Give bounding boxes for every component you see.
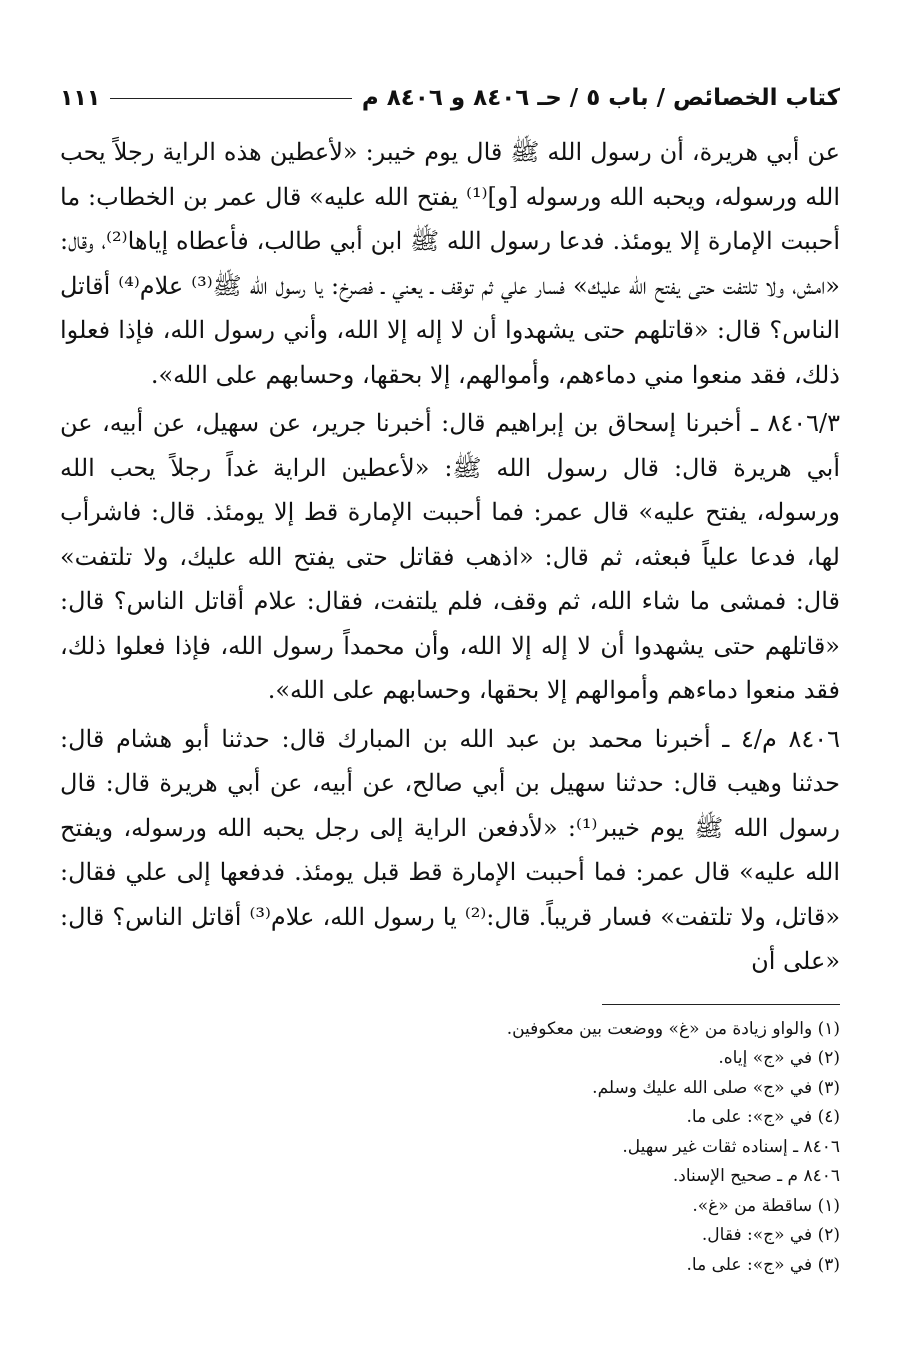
footnote-item: (٢) في «ج» إياه. — [718, 1048, 840, 1068]
footnote-item: (٣) في «ج»: على ما. — [686, 1254, 840, 1275]
footnote-item: ٨٤٠٦ ـ إسناده ثقات غير سهيل. — [622, 1136, 840, 1157]
page-number: ١١١ — [60, 85, 101, 111]
paragraph-hadith-continuation: عن أبي هريرة، أن رسول الله ﷺ قال يوم خيبر: «لأعطين هذه الراية رجلاً يحب الله ورسوله، ويحبه الله ورسوله [و]⁽¹⁾ يفتح الله عليه» قال عمر بن الخطاب: ما أحببت الإمارة إلا يومئذ. فدعا رسول الله ﷺ ابن أبي طالب، فأعطاه إياها⁽²⁾، وقال: «امش، ولا تلتفت حتى يفتح الله عليك» فسار علي ثم توقف ـ يعني ـ فصرخ: يا رسول الله ﷺ⁽³⁾ علام⁽⁴⁾ أقاتل الناس؟ قال: «قاتلهم حتى يشهدوا أن لا إله إلا الله، وأني رسول الله، فإذا فعلوا ذلك، فقد منعوا مني دماءهم، وأموالهم، إلا بحقها، وحسابهم على الله». — [60, 138, 841, 389]
footnote-item: (١) والواو زيادة من «غ» ووضعت بين معكوفين. — [506, 1018, 840, 1039]
paragraph-hadith-8406-3: ٨٤٠٦/٣ ـ أخبرنا إسحاق بن إبراهيم قال: أخبرنا جرير، عن سهيل، عن أبيه، عن أبي هريرة قال: قال رسول الله ﷺ: «لأعطين الراية غداً رجلاً يحب الله ورسوله، يفتح عليه» قال عمر: فما أحببت الإمارة قط إلا يومئذ. قال: فاشرأب لها، فدعا علياً فبعثه، ثم قال: «اذهب فقاتل حتى يفتح الله عليك، ولا تلتفت» قال: فمشى ما شاء الله، ثم وقف، فلم يلتفت، فقال: علام أقاتل الناس؟ قال: «قاتلهم حتى يشهدوا أن لا إله إلا الله، وأن محمداً رسول الله، فإذا فعلوا ذلك، فقد منعوا دماءهم وأموالهم إلا بحقها، وحسابهم على الله». — [60, 409, 841, 704]
body-text — [60, 130, 840, 984]
paragraph-hadith-8406m-4: ٨٤٠٦ م/٤ ـ أخبرنا محمد بن عبد الله بن المبارك قال: حدثنا أبو هشام قال: حدثنا وهيب قال: حدثنا سهيل بن أبي صالح، عن أبيه، عن أبي هريرة قال: قال رسول الله ﷺ يوم خيبر⁽¹⁾: «لأدفعن الراية إلى رجل يحبه الله ورسوله، ويفتح الله عليه» قال عمر: فما أحببت الإمارة قط قبل يومئذ. فدفعها إلى علي فقال: «قاتل، ولا تلتفت» فسار قريباً. قال:⁽²⁾ يا رسول الله، علام⁽³⁾ أقاتل الناس؟ قال: «على أن — [60, 724, 841, 975]
document-page — [60, 78, 840, 1280]
footnote-item: (٤) في «ج»: على ما. — [686, 1107, 840, 1127]
header-rule — [110, 98, 352, 99]
running-header-title: كتاب الخصائص / باب ٥ / حـ ٨٤٠٦ و ٨٤٠٦ م — [361, 85, 840, 111]
footnote-item: (٣) في «ج» صلى الله عليك وسلم. — [592, 1077, 840, 1098]
footnote-rule — [602, 1004, 840, 1005]
footnote-item: ٨٤٠٦ م ـ صحيح الإسناد. — [672, 1166, 840, 1186]
footnote-item: (١) ساقطة من «غ». — [692, 1195, 840, 1216]
footnotes — [60, 1015, 840, 1281]
footnote-item: (٢) في «ج»: فقال. — [701, 1225, 840, 1245]
running-header — [60, 78, 840, 118]
